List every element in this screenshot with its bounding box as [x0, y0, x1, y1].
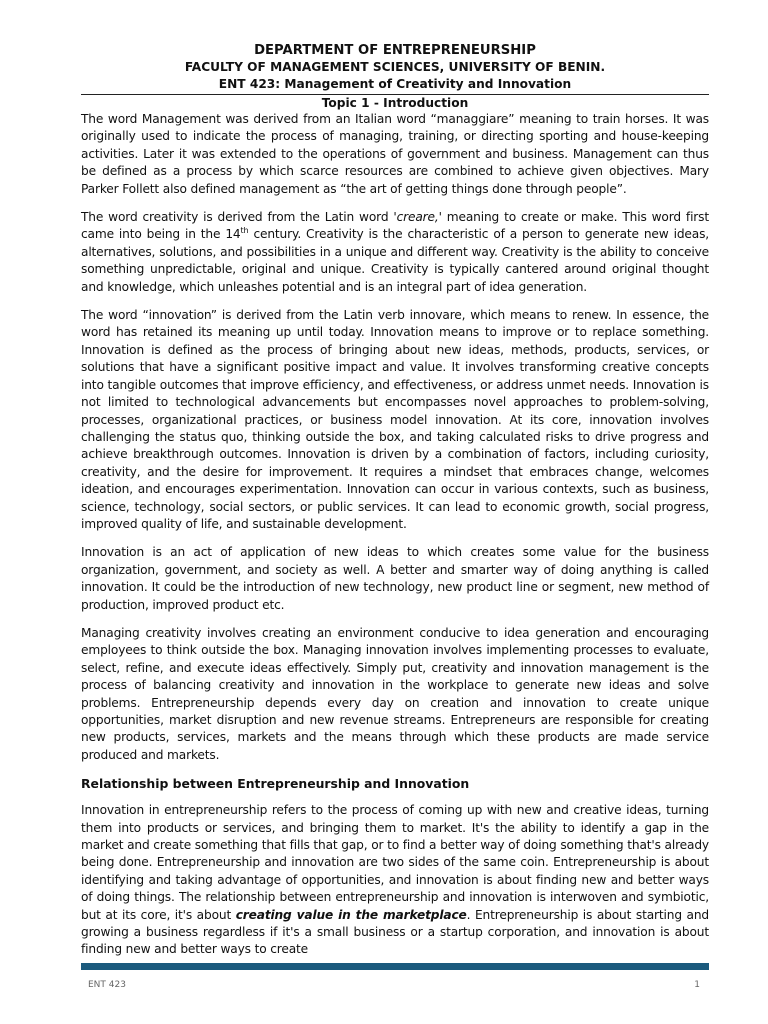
department-title: DEPARTMENT OF ENTREPRENEURSHIP: [254, 43, 536, 58]
entrepreneurship-text-b: . Entrepreneurship is about starting and growing a business regardless if it's a small business or a startup corporation, and innovation is about finding new and better ways to create: [81, 907, 709, 957]
paragraph-entrepreneurship: [81, 802, 709, 959]
document-page: [81, 42, 709, 970]
paragraph-management: The word Management was derived from an Italian word “managgiare” meaning to train horses. It was originally used to indicate the process of managing, training, or directing sporting and house-keeping activities. Later it was extended to the operations of government and business. Management can thus be defined as a process by which scarce resources are combined to achieve given objectives. Mary Parker Follett also defined management as “the art of getting things done through people”.: [81, 112, 709, 196]
creativity-text-b: meaning to create or make. This word first came into being in the 14: [81, 210, 709, 242]
creativity-text-c: century. Creativity is the characteristic of a person to generate new ideas, alternatives, solutions, and possibilities in a unique and different way. Creativity is the ability to conceive something unpredictable, original and unique. Creativity is typically cantered around original thought and knowledge, which unleashes potential and is an integral part of idea generation.: [81, 227, 709, 294]
footer-course-code: ENT 423: [88, 980, 126, 990]
topic-title: Topic 1 - Introduction: [321, 96, 469, 110]
paragraph-innovation-act: Innovation is an act of application of new ideas to which creates some value for the business organization, government, and society as well. A better and smarter way of doing anything is called innovation. It could be the introduction of new technology, new product line or segment, new method of production, improved product etc.: [81, 545, 709, 612]
paragraph-creativity: [81, 209, 709, 296]
ordinal-sup: th: [240, 226, 249, 236]
paragraph-managing-creativity: Managing creativity involves creating an environment conducive to idea generation and encouraging employees to think outside the box. Managing innovation involves implementing processes to evaluate, select, refine, and execute ideas effectively. Simply put, creativity and innovation management is the process of balancing creativity and innovation in the workplace to generate new ideas and solve problems. Entrepreneurship depends every day on creation and innovation to create unique opportunities, market disruption and new revenue streams. Entrepreneurs are responsible for creating new products, services, markets and the means through which these products are made service produced and markets.: [81, 625, 709, 762]
footer-bar: [81, 963, 709, 970]
emphasis-text: creating value in the marketplace: [235, 907, 467, 922]
creare-word: 'creare,': [393, 210, 442, 225]
faculty-title: FACULTY OF MANAGEMENT SCIENCES, UNIVERSITY OF BENIN.: [184, 60, 606, 74]
page-number: 1: [694, 980, 700, 990]
course-title: ENT 423: Management of Creativity and Innovation: [218, 77, 572, 91]
section-heading: Relationship between Entrepreneurship and Innovation: [81, 776, 470, 792]
creativity-text-a: The word creativity is derived from the Latin word: [81, 210, 394, 225]
entrepreneurship-text-a: Innovation in entrepreneurship refers to the process of coming up with new and creative ideas, turning them into products or services, and bringing them to market. It's the ability to identify a gap in the market and create something that fills that gap, or to find a better way of doing something that's already being done. Entrepreneurship and innovation are two sides of the same coin. Entrepreneurship is about identifying and taking advantage of opportunities, and innovation is about finding new and better ways of doing things. The relationship between entrepreneurship and innovation is interwoven and symbiotic, but at its core, it's about: [81, 803, 709, 922]
paragraph-innovation: The word “innovation” is derived from the Latin verb innovare, which means to renew. In essence, the word has retained its meaning up until today. Innovation means to improve or to replace something. Innovation is defined as the process of bringing about new ideas, methods, products, services, or solutions that have a significant positive impact and value. It involves transforming creative concepts into tangible outcomes that improve efficiency, and effectiveness, or address unmet needs. Innovation is not limited to technological advancements but encompasses novel approaches to problem-solving, processes, organizational practices, or business model innovation. At its core, innovation involves challenging the status quo, thinking outside the box, and taking calculated risks to drive progress and achieve breakthrough outcomes. Innovation is driven by a combination of factors, including curiosity, creativity, and the desire for improvement. It requires a mindset that embraces change, welcomes ideation, and encourages experimentation. Innovation can occur in various contexts, such as business, science, technology, social sectors, or public services. It can lead to economic growth, social progress, improved quality of life, and sustainable development.: [81, 308, 709, 531]
